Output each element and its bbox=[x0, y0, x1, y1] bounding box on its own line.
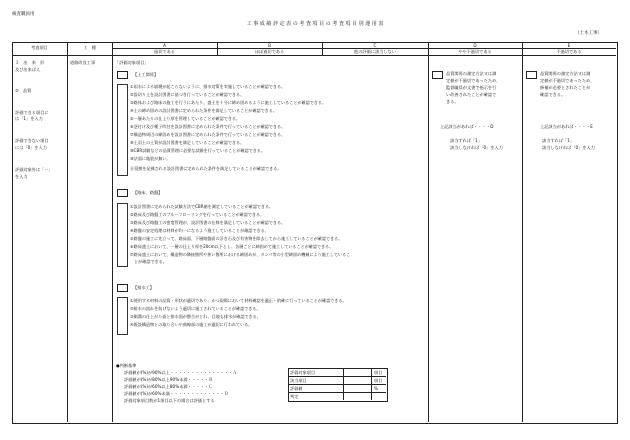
left-note-4: には「0」を入力 bbox=[15, 145, 47, 150]
summary-value-cell[interactable] bbox=[344, 393, 370, 399]
section-2-input-column[interactable] bbox=[117, 203, 128, 267]
criteria-line: 評価値が(%)が80%以上90%未満・・・・・Ｂ bbox=[124, 377, 213, 382]
section-2-checkbox[interactable] bbox=[117, 189, 128, 197]
left-note-6: を入力 bbox=[15, 174, 28, 179]
col-letter-d: D bbox=[473, 42, 477, 48]
col-header-item: 考査項目 bbox=[31, 45, 48, 50]
col-divider-d bbox=[428, 42, 429, 422]
left-item-1: ３ 出 来 形 bbox=[15, 60, 45, 65]
section-1-item: ⑪役割を発揮される設計図書に定められた条件を満足していることが確認できる。 bbox=[130, 166, 282, 171]
section-3-input-column[interactable] bbox=[117, 297, 128, 335]
summary-label: 評価対象項目 bbox=[290, 369, 316, 375]
criteria-line: 評価対象項目数が1項目以下の場合は評価とする bbox=[124, 398, 215, 403]
section-1-item: ⑤一層あたりの仕上り厚を管理していることが確認できる。 bbox=[130, 116, 241, 121]
summary-label: 該当項目 bbox=[290, 377, 307, 383]
section-2-item: ④路盤の安定処理は材料が均一になるよう施工していることが確認できる。 bbox=[130, 228, 269, 233]
summary-row-line bbox=[288, 384, 386, 385]
section-1-item: ⑧土羽土の土質が設計図書を満足していることが確認できる。 bbox=[130, 140, 245, 145]
col-letter-a: A bbox=[163, 42, 166, 48]
summary-value-cell[interactable] bbox=[344, 385, 370, 391]
section-2-item: ③路床及び路盤工の密度管理が、設計図書の仕様を満足していることが確認できる。 bbox=[130, 220, 286, 225]
e-note-2: 該当しなければ「0」を入力 bbox=[542, 145, 595, 150]
section-1-item: ⑨CBR試験などの品質管理に必要な試験を行っていることが確認できる。 bbox=[130, 148, 265, 153]
section-3-item: ④既設構造物との取り合いや曲線部の施工が適切に行われている。 bbox=[130, 322, 253, 327]
col-desc-d: やや不過切である bbox=[458, 49, 492, 54]
section-2-title: 【路床、路盤】 bbox=[133, 190, 163, 195]
section-1-item: ②設切り土を設計図書に基づき行っていることが確認できる。 bbox=[130, 92, 245, 97]
d-checkbox[interactable] bbox=[432, 71, 443, 79]
col-divider-kind bbox=[112, 42, 113, 422]
e-checkbox[interactable] bbox=[526, 71, 537, 79]
section-1-checkbox[interactable] bbox=[117, 71, 128, 79]
col-header-kind: 工 種 bbox=[83, 45, 96, 50]
col-desc-e: 不過切である bbox=[556, 49, 582, 54]
summary-row-line bbox=[288, 392, 386, 393]
col-divider-e bbox=[522, 42, 523, 422]
d-text: 定値が不過切であったため、 bbox=[446, 78, 501, 83]
section-1-item: ①雨水による崩壊が起こらないように、排水対策を実施していることが確認できる。 bbox=[130, 84, 286, 89]
left-note-1: 評価できる項目に bbox=[15, 110, 49, 115]
section-2-item: ①設計図書に定められた試験方法でCBR値を測定していることが確認できる。 bbox=[130, 204, 274, 209]
page-title: 工 事 成 績 評 定 表 の 考 査 項 目 の 考 査 項 目 別 運 用 表 bbox=[246, 21, 384, 27]
col-desc-c: 他の評価に該当しない bbox=[354, 49, 396, 54]
e-text: 修補が必要とされたことが bbox=[540, 85, 591, 90]
col-divider-item bbox=[67, 42, 68, 422]
section-2-item: ⑤路盤の施工に先立って、路床面、下層路盤面の浮き石及び有害物を除去してから施工していることが確認できる。 bbox=[130, 236, 343, 241]
left-item-2: 及び出来ばえ bbox=[15, 67, 41, 72]
section-1-item: ⑦構造物周辺の締固めを設計図書に定められた条件で行っていることが確認できる。 bbox=[130, 132, 286, 137]
col-letter-c: C bbox=[373, 42, 377, 48]
d-text: 品質関係の測定方法又は測 bbox=[446, 71, 497, 76]
doc-label: 検査職員用 bbox=[12, 12, 35, 17]
summary-value-cell[interactable] bbox=[344, 369, 370, 375]
criteria-line: 評価値が(%)が60%以上80%未満・・・・・Ｃ bbox=[124, 384, 213, 389]
d-note-2: 該当しなければ「0」を入力 bbox=[450, 145, 503, 150]
section-1-item: ⑩法面に亀裂が無い。 bbox=[130, 156, 171, 161]
section-1-item: ③路体および路床の施工を行うにあたり、盛土を十分に締め固めるように施工していることが確認できる。 bbox=[130, 100, 327, 105]
summary-unit: 項目 bbox=[374, 377, 383, 383]
section-1-item: ⑥芝付け及び種子吹付を設計図書に定められた条件で行っていることが確認できる。 bbox=[130, 124, 286, 129]
col-letter-b: B bbox=[268, 42, 271, 48]
d-count: 上記該当があれば・・・・D bbox=[440, 124, 494, 129]
e-text: 定値が不過切であったため、 bbox=[540, 78, 595, 83]
header-bottom bbox=[12, 55, 616, 56]
summary-label: 評価値 bbox=[290, 385, 303, 391]
kind-label: 道路改良工事 bbox=[70, 60, 96, 65]
summary-unit: 項目 bbox=[374, 369, 383, 375]
section-3-item: ①使用する材料の品質・形状が適切であり、かつ現場において材料確認を適正・的確に行っていることが確認できる。 bbox=[130, 298, 347, 303]
section-3-title: 【排水工】 bbox=[133, 285, 154, 290]
criteria-line: 評価値が(%)が90%以上・・・・・・・・・・・・・・・Ａ bbox=[124, 370, 237, 375]
section-2-item: ⑦路床盛土において、構造物の隣接箇所や狭い箇所における締固めが、タンパ等の小型締固め機械により施工しているこ bbox=[130, 252, 351, 257]
section-3-item: ②排水の流れを妨げないよう適切に施工されていることが確認できる。 bbox=[130, 306, 261, 311]
section-1-title: 【土工関係】 bbox=[133, 72, 159, 77]
left-note-2: は「1」を入力 bbox=[15, 116, 43, 121]
eval-header: 「評価対象項目」 bbox=[115, 60, 149, 65]
summary-label: 判定 bbox=[290, 393, 299, 399]
e-note-1: 該当すれば「1」 bbox=[542, 138, 574, 143]
section-2-item: ②路床及び路盤工のプルーフローリングを行っていることが確認できる。 bbox=[130, 212, 265, 217]
criteria-heading: ●判断基準 bbox=[116, 363, 137, 368]
summary-unit: % bbox=[374, 385, 378, 391]
d-note-1: 該当すれば「1」 bbox=[450, 138, 482, 143]
section-2-item: ⑥路床盛土において、一層の仕上り厚を20cm以下とし、各層ごとに締固めて施工していることが確認できる。 bbox=[130, 244, 334, 249]
left-note-5: 評価対象外は「－」 bbox=[15, 167, 53, 172]
col-desc-a: 過切である bbox=[154, 49, 175, 54]
col-desc-b: ほぼ過切である bbox=[254, 49, 285, 54]
section-3-item: ③側溝の仕上がり面と排水面が整合がとれ、目地も排水が確認できる。 bbox=[130, 314, 261, 319]
e-text: 確認できる。 bbox=[540, 92, 566, 97]
d-text: 監督職員が文書で指示を行 bbox=[446, 85, 497, 90]
col-letter-e: E bbox=[567, 42, 571, 48]
section-3-checkbox[interactable] bbox=[117, 284, 128, 292]
section-1-input-column[interactable] bbox=[117, 84, 128, 176]
summary-value-cell[interactable] bbox=[344, 377, 370, 383]
section-2-item: とが確認できる。 bbox=[130, 259, 167, 264]
left-note-3: 評価できない項目 bbox=[15, 138, 49, 143]
d-text: い改善されたことが確認で bbox=[446, 92, 497, 97]
e-text: 品質関係の測定方法又は測 bbox=[540, 71, 591, 76]
section-1-item: ④土の締め固めの設計図書に定められた条件を満足していることが確認できる。 bbox=[130, 108, 277, 113]
category-label: （土木工事） bbox=[575, 31, 602, 36]
d-text: きる。 bbox=[446, 99, 459, 104]
criteria-line: 評価値が(%)が60%未満・・・・・・・・・・・・・Ｄ bbox=[124, 391, 229, 396]
e-count: 上記該当があれば・・・・E bbox=[540, 124, 593, 129]
left-quality: ② 品質 bbox=[15, 88, 32, 93]
